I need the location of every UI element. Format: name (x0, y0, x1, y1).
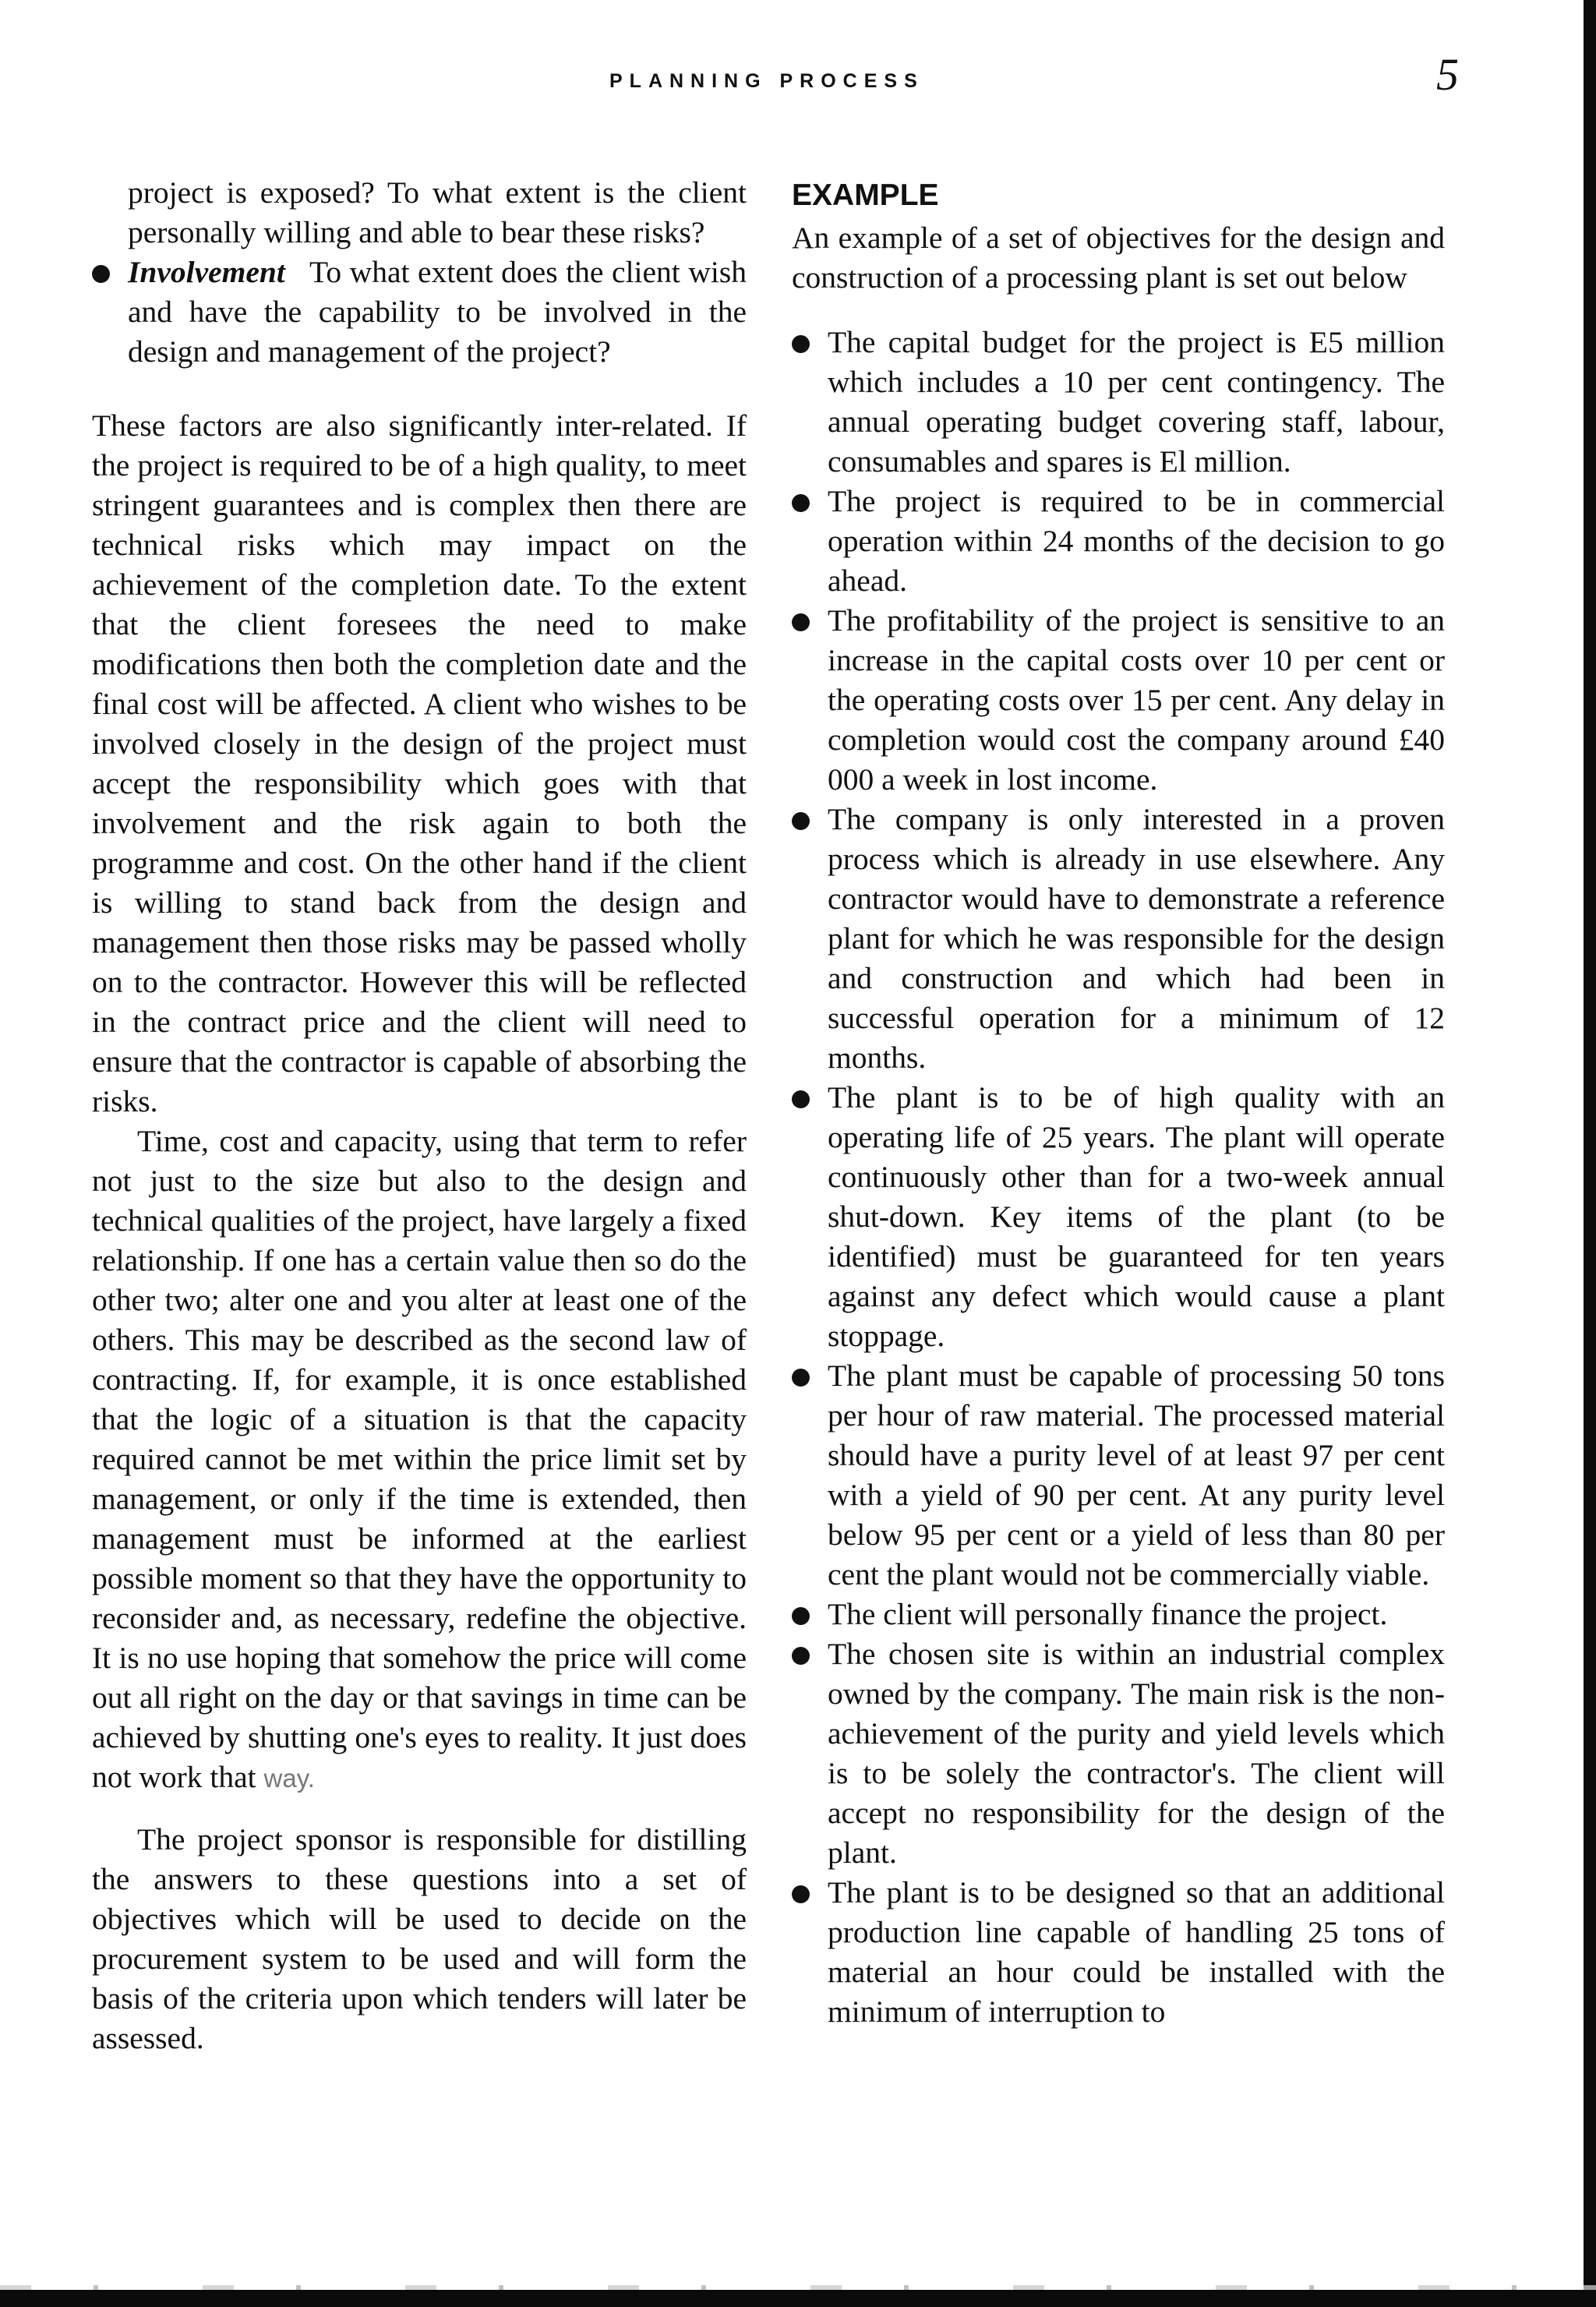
bullet-icon (792, 335, 810, 353)
left-column (92, 173, 747, 2058)
bullet-icon (792, 1090, 810, 1108)
running-header: PLANNING PROCESS (609, 70, 924, 92)
bullet-icon (792, 1885, 810, 1903)
objective-additional-line: The plant is to be designed so that an additional production line capable of handling 25 tons of material an hour could be installed with the minimum of interruption to (828, 1875, 1445, 2029)
list-item (792, 601, 1445, 800)
paragraph-interrelated: These factors are also significantly inter-related. If the project is required to be of a high quality, to meet stringent guarantees and is complex then there are technical risks which may impact on the achievement of the completion date. To the extent that the client foresees the need to make modifications then both the completion date and the final cost will be affected. A client who wishes to be involved closely in the design of the project must accept the responsibility which goes with that involvement and the risk again to both the programme and cost. On the other hand if the client is willing to stand back from the design and management then those risks may be passed wholly on to the contractor. However this will be reflected in the contract price and the client will need to ensure that the contractor is capable of absorbing the risks. (92, 408, 747, 1118)
list-item (792, 800, 1445, 1078)
bullet-icon (792, 613, 810, 631)
objective-processing-capacity: The plant must be capable of processing 50 tons per hour of raw material. The processed material should have a purity level of at least 97 per cent with a yield of 90 per cent. At any purity level below 95 per cent or a yield of less than 80 per cent the plant would not be commercially viable. (828, 1358, 1445, 1592)
bullet-icon (792, 1647, 810, 1665)
objectives-list (792, 323, 1445, 2032)
paragraph-time-cost-capacity (92, 1122, 747, 1798)
scan-right-edge (1584, 0, 1596, 2307)
list-item (792, 1078, 1445, 1356)
objective-site-risk: The chosen site is within an industrial complex owned by the company. The main risk is the non-achievement of the purity and yield levels which is to be solely the contractor's. The client will accept no responsibility for the design of the plant. (828, 1637, 1445, 1870)
objective-capital-budget: The capital budget for the project is E5 million which includes a 10 per cent contingency. The annual operating budget covering staff, labour, consumables and spares is El million. (828, 325, 1445, 479)
list-item (792, 1595, 1445, 1634)
bullet-icon (92, 265, 110, 283)
scan-bottom-edge (0, 2290, 1596, 2307)
bullet-icon (792, 812, 810, 830)
objective-profitability: The profitability of the project is sensitive to an increase in the capital costs over 10 per cent or the operating costs over 15 per cent. Any delay in completion would cost the company around £40 000 a week in lost income. (828, 603, 1445, 797)
objective-high-quality: The plant is to be of high quality with an operating life of 25 years. The plant will operate continuously other than for a two-week annual shut-down. Key items of the plant (to be identified) must be guaranteed for ten years against any defect which would cause a plant stoppage. (828, 1080, 1445, 1353)
objective-finance: The client will personally finance the project. (828, 1597, 1388, 1631)
paragraph-project-sponsor: The project sponsor is responsible for distilling the answers to these questions into a set of objectives which will be used to decide on the procurement system to be used and will form the basis of the criteria upon which tenders will later be assessed. (92, 1822, 747, 2055)
list-item (792, 1634, 1445, 1873)
page-number: 5 (1436, 49, 1459, 100)
bullet-icon (792, 1607, 810, 1625)
list-item (792, 323, 1445, 482)
example-heading: EXAMPLE (792, 178, 939, 212)
paragraph-last-word: way. (263, 1764, 315, 1793)
example-intro: An example of a set of objectives for the design and construction of a processing plant is set out below (792, 221, 1445, 295)
list-item (792, 482, 1445, 601)
involvement-text: To what extent does the client wish and have the capability to be involved in the design and management of the project? (128, 255, 747, 369)
objective-proven-process: The company is only interested in a proven process which is already in use elsewhere. Any contractor would have to demonstrate a reference plant for which he was responsible for the design and construction and which had been in successful operation for a minimum of 12 months. (828, 802, 1445, 1075)
right-column (792, 173, 1445, 2032)
bullet-icon (792, 1369, 810, 1387)
list-item (792, 1873, 1445, 2032)
continued-text: project is exposed? To what extent is the client personally willing and able to bear these risks? (128, 175, 747, 249)
involvement-bullet (92, 253, 747, 372)
involvement-term: Involvement (128, 255, 285, 289)
list-item (792, 1356, 1445, 1595)
objective-commercial-operation: The project is required to be in commercial operation within 24 months of the decision to go ahead. (828, 484, 1445, 598)
bullet-icon (792, 494, 810, 512)
paragraph-time-cost-capacity-text: Time, cost and capacity, using that term to refer not just to the size but also to the design and technical qualities of the project, have largely a fixed relationship. If one has a certain value then so do the other two; alter one and you alter at least one of the others. This may be described as the second law of contracting. If, for example, it is once established that the logic of a situation is that the capacity required cannot be met within the price limit set by management, or only if the time is extended, then management must be informed at the earliest possible moment so that they have the opportunity to reconsider and, as necessary, redefine the objective. It is no use hoping that somehow the price will come out all right on the day or that savings in time can be achieved by shutting one's eyes to reality. It just does not work that (92, 1124, 747, 1794)
